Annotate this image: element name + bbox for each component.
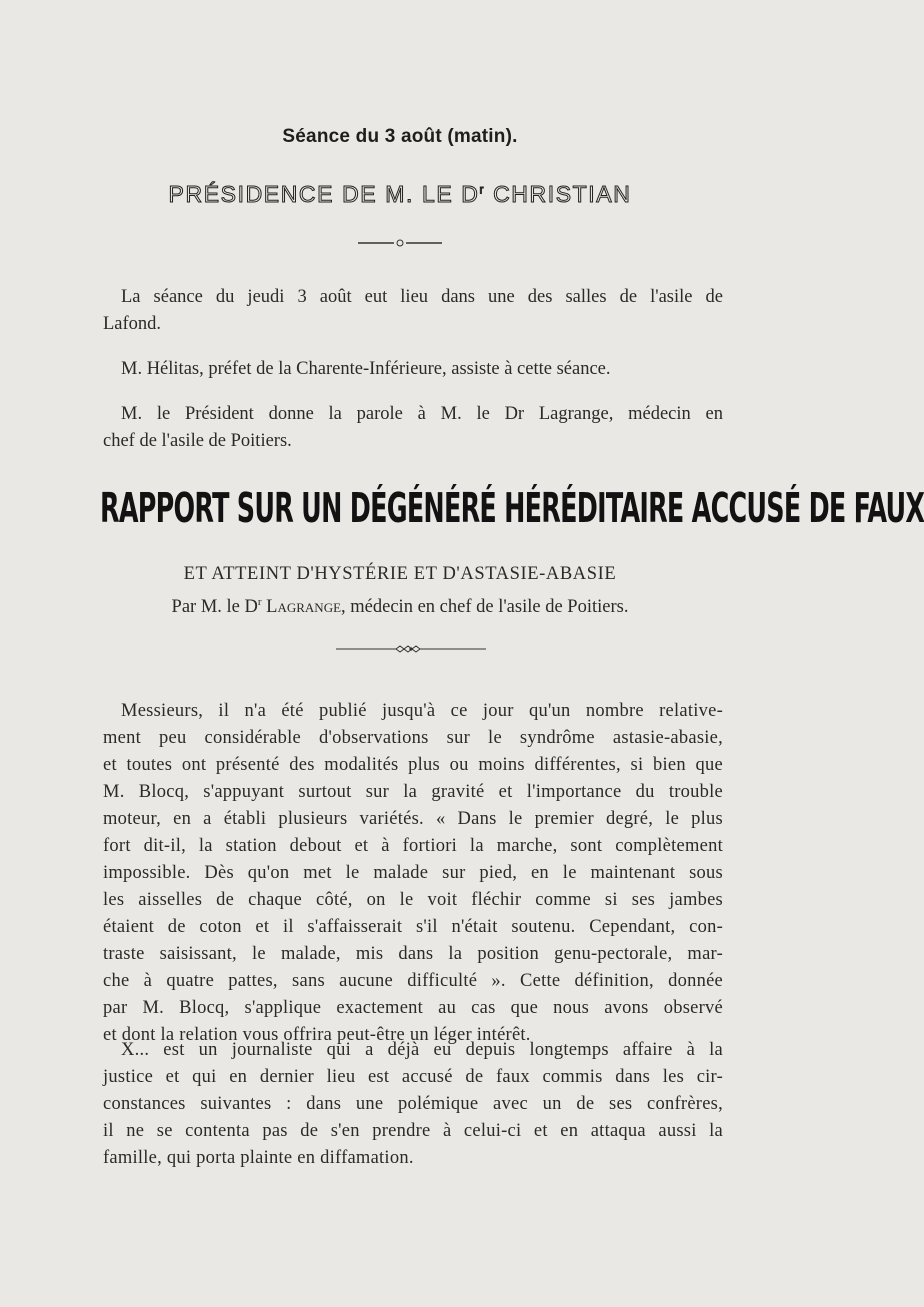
text-line: X... est un journaliste qui a déjà eu depuis longtemps affaire à la [121,1040,723,1060]
intro-paragraph-1 [103,284,723,338]
ornament-divider [358,236,442,250]
text-line: fort dit-il, la station debout et à fortiori la marche, sont complètement [103,836,723,856]
presidency-name: CHRISTIAN [485,181,632,207]
intro-paragraph-2 [103,356,723,383]
presidency-heading [0,181,800,208]
article-subtitle: ET ATTEINT D'HYSTÉRIE ET D'ASTASIE-ABASIE [183,564,617,584]
intro-paragraph-3 [103,401,723,455]
text-line: M. Hélitas, préfet de la Charente-Inférieure, assiste à cette séance. [121,359,611,379]
presidency-sup: r [479,182,486,197]
byline-author: Lagrange [261,597,342,618]
text-line: Lafond. [103,314,162,334]
text-line: étaient de coton et il s'affaisserait s'il n'était soutenu. Cependant, con- [103,917,723,937]
presidency-prefix: PRÉSIDENCE DE M. LE D [168,181,480,207]
text-line: ment peu considérable d'observations sur le syndrôme astasie-abasie, [103,728,723,748]
text-line: et toutes ont présenté des modalités plus ou moins différentes, si bien que [103,755,723,775]
session-heading: Séance du 3 août (matin). [282,126,518,147]
text-line: traste saisissant, le malade, mis dans la position genu-pectorale, mar- [103,944,723,964]
text-line: chef de l'asile de Poitiers. [103,431,292,451]
text-line: par M. Blocq, s'applique exactement au cas que nous avons observé [103,998,723,1018]
text-line: justice et qui en dernier lieu est accusé de faux commis dans les cir- [103,1067,723,1087]
text-line: moteur, en a établi plusieurs variétés. « Dans le premier degré, le plus [103,809,723,829]
text-line: et dont la relation vous offrira peut-être un léger intérêt. [103,1025,531,1045]
body-paragraph-1 [103,698,723,1049]
text-line: M. le Président donne la parole à M. le Dr Lagrange, médecin en [121,404,723,424]
text-line: famille, qui porta plainte en diffamation. [103,1148,414,1168]
text-line: M. Blocq, s'appuyant surtout sur la gravité et l'importance du trouble [103,782,723,802]
text-line: La séance du jeudi 3 août eut lieu dans une des salles de l'asile de [121,287,723,307]
byline-prefix: Par M. le D [171,597,258,618]
byline-sup: r [257,596,262,608]
text-line: constances suivantes : dans une polémique avec un de ses confrères, [103,1094,723,1114]
text-line: che à quatre pattes, sans aucune difficulté ». Cette définition, donnée [103,971,723,991]
body-paragraph-2 [103,1037,723,1172]
text-line: impossible. Dès qu'on met le malade sur pied, en le maintenant sous [103,863,723,883]
text-line: les aisselles de chaque côté, on le voit fléchir comme si ses jambes [103,890,723,910]
article-title: RAPPORT SUR UN DÉGÉNÉRÉ HÉRÉDITAIRE ACCUSÉ DE FAUX [100,484,924,532]
text-line: Messieurs, il n'a été publié jusqu'à ce jour qu'un nombre relative- [121,701,723,721]
byline-suffix: , médecin en chef de l'asile de Poitiers. [341,597,629,618]
text-line: il ne se contenta pas de s'en prendre à celui-ci et en attaqua aussi la [103,1121,723,1141]
article-byline [0,596,800,618]
ornament-divider [336,643,486,655]
